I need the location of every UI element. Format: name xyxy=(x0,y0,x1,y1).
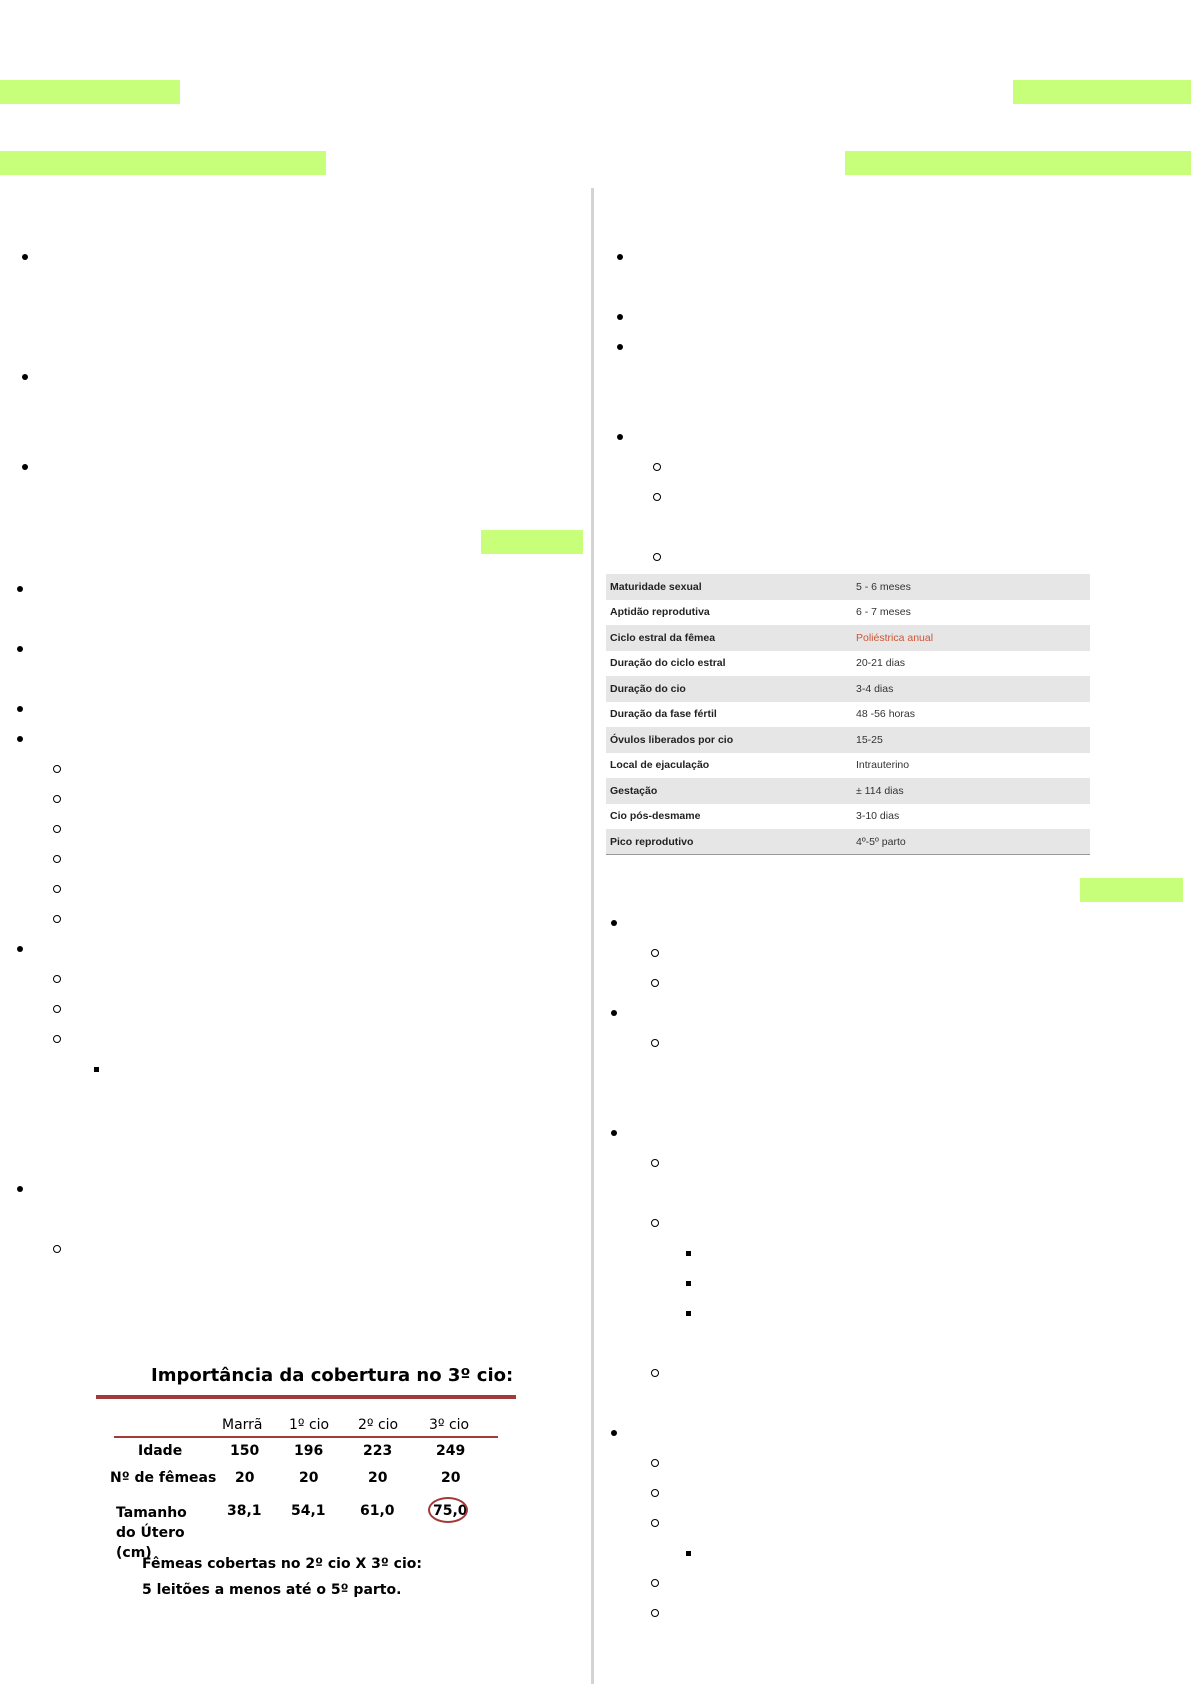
bullet-square xyxy=(686,1251,691,1256)
table-row xyxy=(606,727,1090,753)
table-row xyxy=(606,600,1090,626)
highlight-bar-top-left xyxy=(0,80,180,104)
table-value: Intrauterino xyxy=(856,759,910,772)
table-key: Duração do ciclo estral xyxy=(610,657,726,670)
bullet-disc xyxy=(611,1430,617,1436)
table-key: Local de ejaculação xyxy=(610,759,710,772)
bullet-circle xyxy=(653,553,661,561)
table-row xyxy=(606,651,1090,677)
figure-row-label: Nº de fêmeas xyxy=(110,1470,217,1486)
figure-column-header: 2º cio xyxy=(358,1417,399,1433)
bullet-circle xyxy=(651,979,659,987)
bullet-disc xyxy=(17,706,23,712)
bullet-circle xyxy=(651,1609,659,1617)
table-row xyxy=(606,676,1090,702)
bullet-circle xyxy=(651,1459,659,1467)
table-row xyxy=(606,625,1090,651)
cobertura-figure xyxy=(96,1355,526,1615)
bullet-circle xyxy=(53,1245,61,1253)
bullet-square xyxy=(686,1551,691,1556)
highlight-bar-left-mid xyxy=(481,530,583,554)
bullet-circle xyxy=(53,855,61,863)
bullet-disc xyxy=(617,254,623,260)
figure-column-header: 3º cio xyxy=(429,1417,470,1433)
bullet-circle xyxy=(651,1039,659,1047)
figure-row-label: Idade xyxy=(138,1443,183,1459)
figure-highlight-oval xyxy=(428,1497,468,1523)
bullet-circle xyxy=(651,1369,659,1377)
bullet-disc xyxy=(617,314,623,320)
bullet-circle xyxy=(651,1219,659,1227)
figure-column-header: 1º cio xyxy=(289,1417,330,1433)
bullet-circle xyxy=(53,1035,61,1043)
table-value: 15-25 xyxy=(856,733,883,746)
figure-cell: 75,0 xyxy=(433,1503,468,1519)
bullet-circle xyxy=(53,885,61,893)
bullet-disc xyxy=(17,946,23,952)
table-row xyxy=(606,574,1090,600)
table-key: Óvulos liberados por cio xyxy=(610,733,734,746)
figure-cell: 249 xyxy=(436,1443,466,1459)
bullet-disc xyxy=(611,920,617,926)
figure-cell: 20 xyxy=(368,1470,388,1486)
figure-cell: 61,0 xyxy=(360,1503,395,1519)
highlight-bar-right-mid xyxy=(1080,878,1183,902)
bullet-disc xyxy=(17,586,23,592)
highlight-bar-top-right xyxy=(1013,80,1191,104)
table-value: 6 - 7 meses xyxy=(856,606,911,619)
highlight-bar-second-right xyxy=(845,151,1191,175)
bullet-circle xyxy=(53,825,61,833)
bullet-circle xyxy=(651,1489,659,1497)
table-row xyxy=(606,778,1090,804)
table-value: Poliéstrica anual xyxy=(856,631,934,644)
figure-column-header: Marrã xyxy=(222,1417,263,1433)
table-key: Ciclo estral da fêmea xyxy=(610,631,716,644)
bullet-circle xyxy=(651,1519,659,1527)
bullet-disc xyxy=(22,374,28,380)
reproductive-parameters-table xyxy=(606,574,1090,855)
figure-row-label: Tamanho do Útero (cm) xyxy=(116,1505,187,1561)
bullet-disc xyxy=(617,434,623,440)
figure-cell: 223 xyxy=(363,1443,393,1459)
bullet-disc xyxy=(17,736,23,742)
bullet-disc xyxy=(611,1130,617,1136)
figure-title: Importância da cobertura no 3º cio: xyxy=(151,1365,514,1386)
bullet-disc xyxy=(22,254,28,260)
bullet-circle xyxy=(651,1579,659,1587)
bullet-square xyxy=(686,1281,691,1286)
bullet-square xyxy=(94,1067,99,1072)
bullet-circle xyxy=(53,975,61,983)
bullet-circle xyxy=(651,949,659,957)
table-row xyxy=(606,753,1090,779)
bullet-disc xyxy=(17,1186,23,1192)
column-divider xyxy=(591,188,594,1684)
highlight-bar-second-left xyxy=(0,151,326,175)
bullet-circle xyxy=(53,765,61,773)
bullet-circle xyxy=(53,795,61,803)
table-value: 3-4 dias xyxy=(856,682,894,695)
table-key: Aptidão reprodutiva xyxy=(610,606,710,619)
figure-cell: 196 xyxy=(294,1443,324,1459)
bullet-circle xyxy=(653,493,661,501)
figure-cell: 20 xyxy=(299,1470,319,1486)
table-value: 5 - 6 meses xyxy=(856,580,911,593)
figure-note-line1: Fêmeas cobertas no 2º cio X 3º cio: xyxy=(142,1556,422,1572)
table-value: 3-10 dias xyxy=(856,810,900,823)
figure-header-rule xyxy=(114,1436,498,1438)
table-row xyxy=(606,804,1090,830)
table-row xyxy=(606,702,1090,728)
bullet-circle xyxy=(651,1159,659,1167)
bullet-disc xyxy=(22,464,28,470)
bullet-square xyxy=(686,1311,691,1316)
table-key: Duração da fase fértil xyxy=(610,708,717,721)
table-value: ± 114 dias xyxy=(856,784,904,797)
figure-cell: 38,1 xyxy=(227,1503,262,1519)
figure-note-line2: 5 leitões a menos até o 5º parto. xyxy=(142,1582,402,1598)
table-value: 48 -56 horas xyxy=(856,708,915,721)
table-bottom-rule xyxy=(606,854,1090,855)
table-row xyxy=(606,829,1090,855)
bullet-circle xyxy=(653,463,661,471)
figure-title-rule xyxy=(96,1395,516,1399)
figure-cell: 150 xyxy=(230,1443,260,1459)
bullet-circle xyxy=(53,1005,61,1013)
bullet-disc xyxy=(617,344,623,350)
table-key: Pico reprodutivo xyxy=(610,835,694,848)
table-key: Gestação xyxy=(610,784,658,797)
figure-cell: 20 xyxy=(235,1470,255,1486)
figure-cell: 54,1 xyxy=(291,1503,326,1519)
bullet-disc xyxy=(17,646,23,652)
bullet-disc xyxy=(611,1010,617,1016)
figure-cell: 20 xyxy=(441,1470,461,1486)
table-key: Maturidade sexual xyxy=(610,580,702,593)
bullet-circle xyxy=(53,915,61,923)
table-value: 4º-5º parto xyxy=(856,835,906,848)
table-value: 20-21 dias xyxy=(856,657,906,670)
table-key: Cio pós-desmame xyxy=(610,810,701,823)
table-key: Duração do cio xyxy=(610,682,686,695)
